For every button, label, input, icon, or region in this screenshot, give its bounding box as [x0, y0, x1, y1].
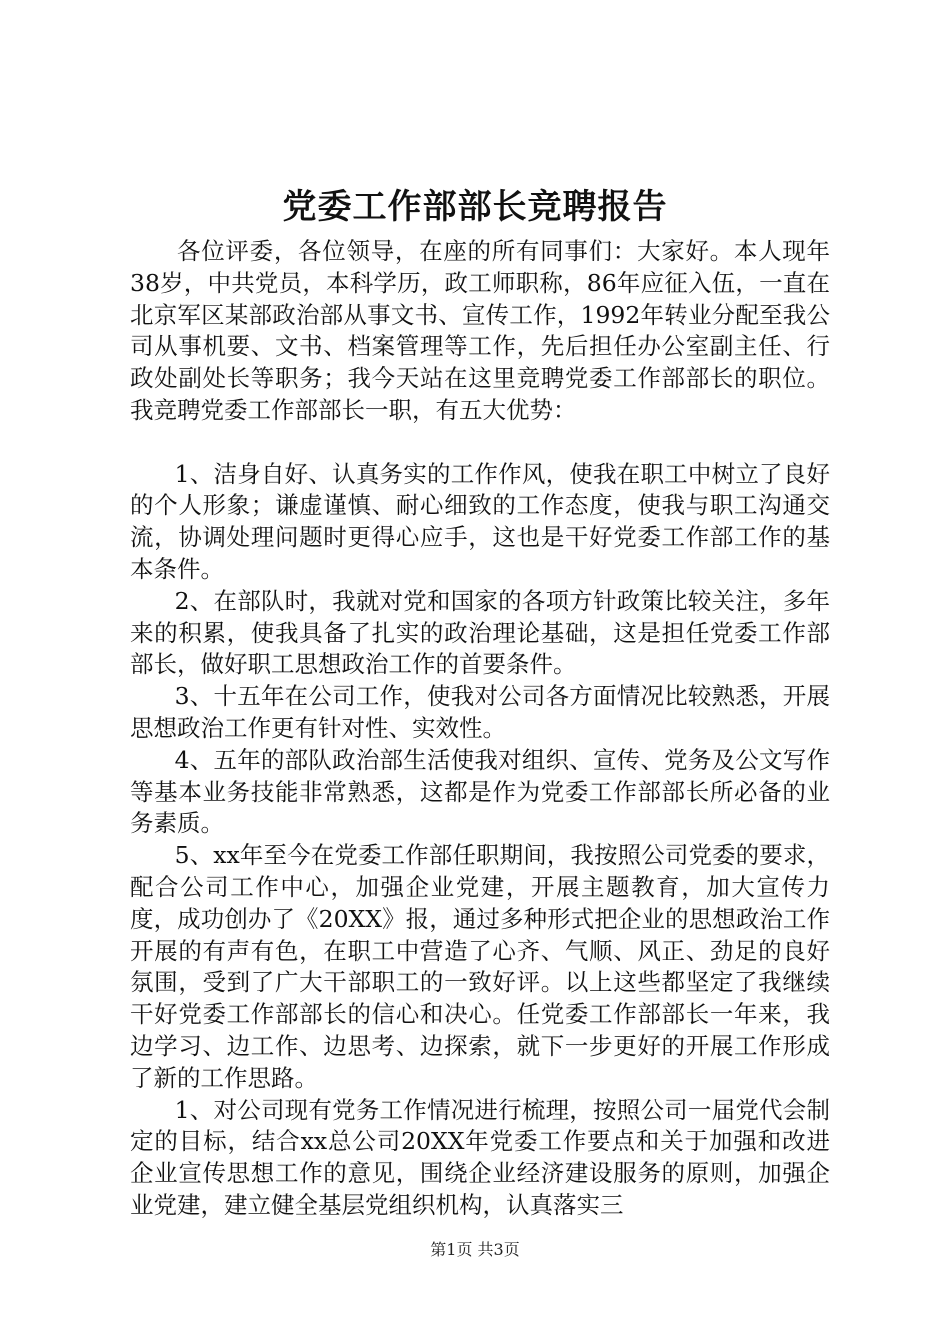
paragraph-advantage-1: 1、洁身自好、认真务实的工作作风，使我在职工中树立了良好的个人形象；谦虚谨慎、耐心细致的工作态度，使我与职工沟通交流，协调处理问题时更得心应手，这也是干好党委工作部工作的基本条件。 [130, 459, 830, 583]
paragraph-advantage-3: 3、十五年在公司工作，使我对公司各方面情况比较熟悉，开展思想政治工作更有针对性、实效性。 [130, 682, 830, 742]
paragraph-advantage-4: 4、五年的部队政治部生活使我对组织、宣传、党务及公文写作等基本业务技能非常熟悉，这都是作为党委工作部部长所必备的业务素质。 [130, 745, 830, 838]
paragraph-plan-1: 1、对公司现有党务工作情况进行梳理，按照公司一届党代会制定的目标，结合xx总公司20XX年党委工作要点和关于加强和改进企业宣传思想工作的意见，围绕企业经济建设服务的原则，加强企业党建，建立健全基层党组织机构，认真落实三 [130, 1095, 830, 1219]
paragraph-advantage-5: 5、xx年至今在党委工作部任职期间，我按照公司党委的要求，配合公司工作中心，加强企业党建，开展主题教育，加大宣传力度，成功创办了《20XX》报，通过多种形式把企业的思想政治工作开展的有声有色，在职工中营造了心齐、气顺、风正、劲足的良好氛围，受到了广大干部职工的一致好评。以上这些都坚定了我继续干好党委工作部部长的信心和决心。任党委工作部部长一年来，我边学习、边工作、边思考、边探索，就下一步更好的开展工作形成了新的工作思路。 [130, 841, 830, 1092]
document-title: 党委工作部部长竞聘报告 [282, 187, 668, 227]
paragraph-intro: 各位评委，各位领导，在座的所有同事们：大家好。本人现年38岁，中共党员，本科学历，政工师职称，86年应征入伍，一直在北京军区某部政治部从事文书、宣传工作，1992年转业分配至我公司从事机要、文书、档案管理等工作，先后担任办公室副主任、行政处副处长等职务；我今天站在这里竞聘党委工作部部长的职位。我竞聘党委工作部部长一职，有五大优势： [130, 237, 830, 424]
document-body [130, 236, 830, 1222]
page-indicator: 第1页 共3页 [430, 1240, 520, 1259]
paragraph-advantage-2: 2、在部队时，我就对党和国家的各项方针政策比较关注，多年来的积累，使我具备了扎实的政治理论基础，这是担任党委工作部部长，做好职工思想政治工作的首要条件。 [130, 586, 830, 679]
